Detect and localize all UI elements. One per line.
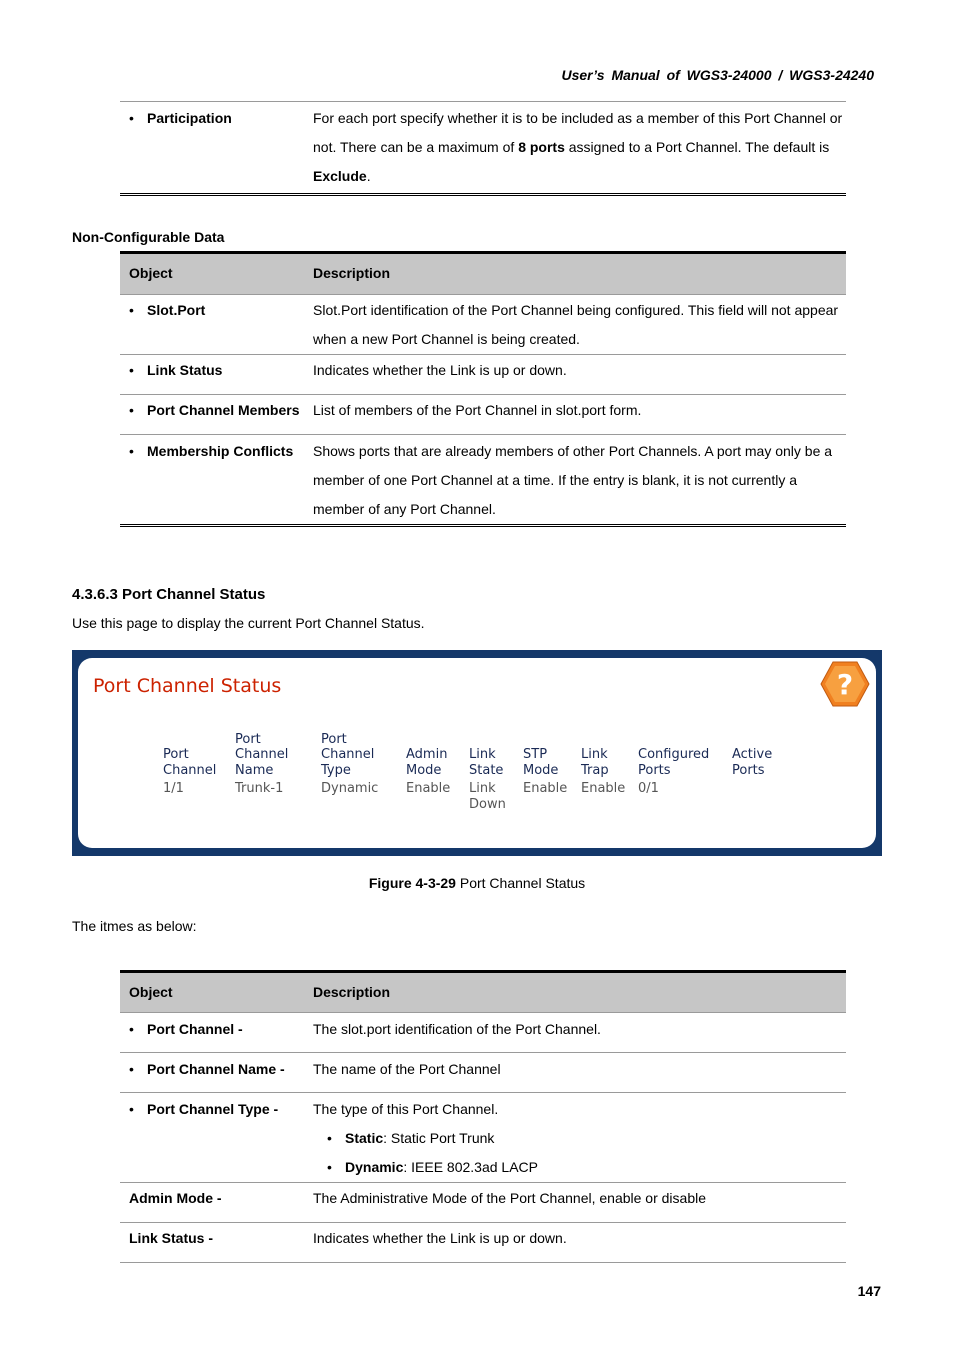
table-end-rule bbox=[120, 524, 846, 527]
port-channel-status-screenshot bbox=[72, 650, 882, 856]
bullet-icon: • bbox=[129, 1101, 134, 1117]
participation-table bbox=[120, 101, 846, 196]
column-stp-mode: STP Mode Enable bbox=[523, 747, 568, 796]
row-description: For each port specify whether it is to be included as a member of this Port Channel or not. There can be a maximum of 8 ports assigned to a Port Channel. The default is Exclude. bbox=[313, 110, 843, 184]
cell-value: Link bbox=[469, 781, 496, 796]
table-row: • Port Channel - The slot.port identification of the Port Channel. bbox=[120, 1013, 846, 1053]
table-row bbox=[120, 102, 846, 193]
list-item: • Static: Static Port Trunk bbox=[313, 1124, 846, 1153]
table-row: Link Status - Indicates whether the Link is up or down. bbox=[120, 1223, 846, 1263]
column-port-channel: Port Channel 1/1 bbox=[163, 747, 217, 796]
table-row: • Port Channel Type - The type of this Port Channel. • Static: Static Port Trunk • Dynamic: IEEE 802.3ad LACP bbox=[120, 1093, 846, 1183]
figure-caption: Figure 4-3-29 Port Channel Status bbox=[368, 875, 586, 891]
column-admin-mode: Admin Mode Enable bbox=[406, 747, 451, 796]
help-question-icon[interactable] bbox=[820, 661, 870, 707]
items-intro: The itmes as below: bbox=[72, 918, 197, 934]
table-end-rule bbox=[120, 193, 846, 196]
screenshot-title: Port Channel Status bbox=[93, 675, 282, 697]
table-row: • Slot.Port Slot.Port identification of the Port Channel being configured. This field will not appear when a new Port Channel is being created. bbox=[120, 295, 846, 355]
bullet-icon: • bbox=[129, 402, 134, 418]
non-configurable-table bbox=[120, 251, 846, 527]
row-object: Participation bbox=[147, 110, 232, 126]
table-row: • Link Status Indicates whether the Link is up or down. bbox=[120, 355, 846, 395]
column-configured-ports: Configured Ports 0/1 bbox=[638, 747, 710, 796]
cell-value: Enable bbox=[523, 781, 568, 796]
column-link-trap: Link Trap Enable bbox=[581, 747, 626, 796]
table-header-row: Object Description bbox=[120, 970, 846, 1013]
page-number: 147 bbox=[857, 1283, 881, 1299]
cell-value: Dynamic bbox=[321, 781, 379, 796]
list-item: • Dynamic: IEEE 802.3ad LACP bbox=[313, 1153, 846, 1182]
cell-value: Trunk-1 bbox=[235, 781, 284, 796]
table-row: • Port Channel Name - The name of the Port Channel bbox=[120, 1053, 846, 1093]
section-intro: Use this page to display the current Port Channel Status. bbox=[72, 615, 425, 631]
type-options-list bbox=[313, 1124, 846, 1182]
table-row: • Port Channel Members List of members of the Port Channel in slot.port form. bbox=[120, 395, 846, 435]
page-header: User’s Manual of WGS3-24000 / WGS3-24240 bbox=[561, 67, 874, 83]
column-active-ports: Active Ports bbox=[732, 747, 773, 778]
bullet-icon: • bbox=[129, 110, 134, 126]
cell-value: Down bbox=[469, 796, 506, 812]
cell-value: 0/1 bbox=[638, 781, 659, 796]
bullet-icon: • bbox=[129, 1021, 134, 1037]
section-heading: 4.3.6.3 Port Channel Status bbox=[72, 586, 266, 603]
column-port-channel-type: Port Channel Type Dynamic bbox=[321, 731, 379, 796]
cell-value: Enable bbox=[406, 781, 451, 796]
svg-text:?: ? bbox=[836, 668, 854, 701]
table-row: • Membership Conflicts Shows ports that are already members of other Port Channels. A port may only be a member of one Port Channel at a time. If the entry is blank, it is not currently a member of any Port Channel. bbox=[120, 435, 846, 524]
bullet-icon: • bbox=[327, 1130, 332, 1146]
bullet-icon: • bbox=[129, 443, 134, 459]
bullet-icon: • bbox=[129, 302, 134, 318]
bullet-icon: • bbox=[129, 362, 134, 378]
section-title: Non-Configurable Data bbox=[72, 229, 225, 245]
bullet-icon: • bbox=[129, 1061, 134, 1077]
column-port-channel-name: Port Channel Name Trunk-1 bbox=[235, 731, 289, 796]
screenshot-panel bbox=[78, 658, 876, 848]
column-link-state: Link State Link Down bbox=[469, 747, 506, 812]
cell-value: Enable bbox=[581, 781, 626, 796]
table-header-row: Object Description bbox=[120, 251, 846, 295]
cell-value: 1/1 bbox=[163, 781, 184, 796]
bullet-icon: • bbox=[327, 1159, 332, 1175]
table-row: Admin Mode - The Administrative Mode of the Port Channel, enable or disable bbox=[120, 1183, 846, 1223]
status-items-table bbox=[120, 970, 846, 1263]
